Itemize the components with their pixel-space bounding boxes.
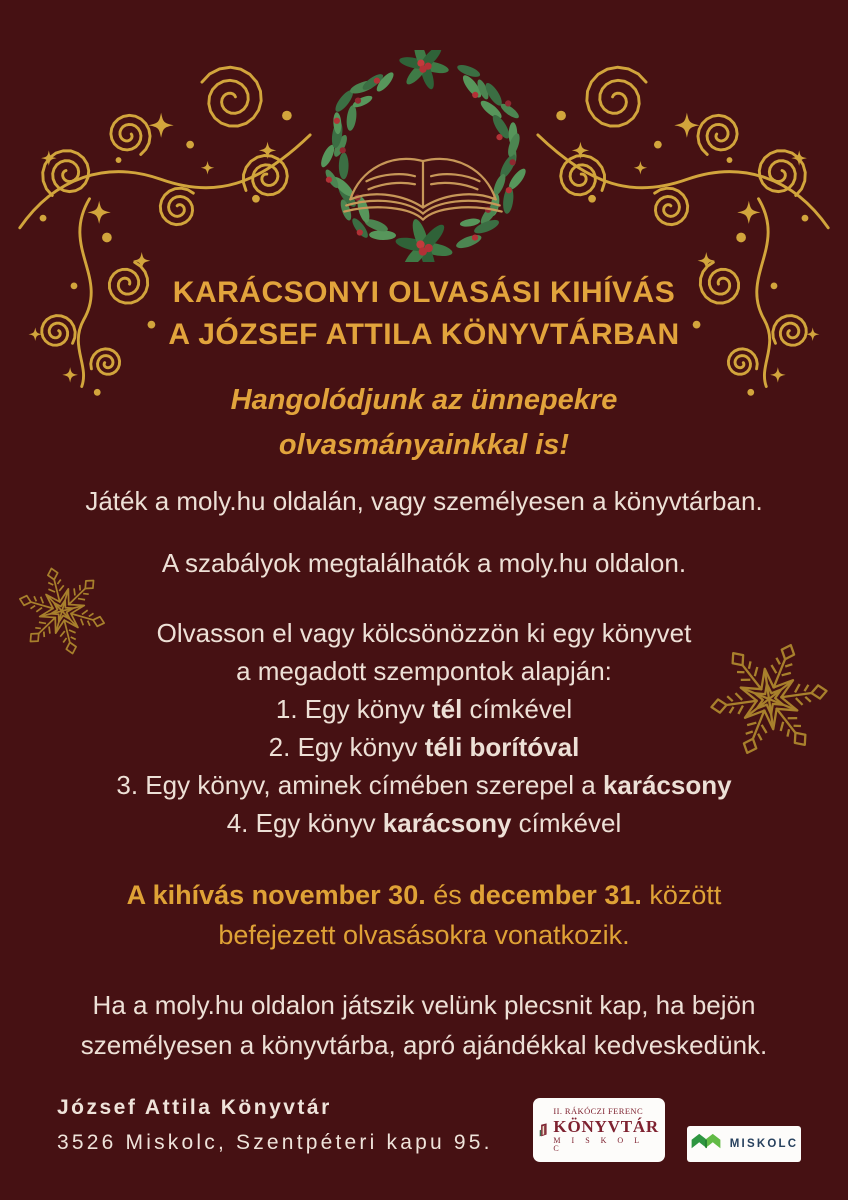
list-item bbox=[0, 766, 848, 804]
list-item bbox=[0, 690, 848, 728]
subtitle-line-1: Hangolódjunk az ünnepekre bbox=[230, 384, 618, 416]
page-title bbox=[0, 272, 848, 356]
deadline-text: és bbox=[425, 880, 470, 910]
subtitle-line-2: olvasmányainkkal is! bbox=[278, 429, 570, 461]
miskolc-city-logo bbox=[687, 1126, 801, 1162]
logo-line-2: KÖNYVTÁR bbox=[553, 1116, 659, 1136]
paragraph-reward-info bbox=[0, 985, 848, 1065]
footer-library-info bbox=[57, 1096, 493, 1155]
library-door-icon bbox=[539, 1104, 549, 1156]
logo-line-3: M I S K O L C bbox=[553, 1135, 644, 1153]
list-item-text: címkével bbox=[511, 808, 622, 838]
subtitle bbox=[0, 378, 848, 468]
logo-line-1: II. RÁKÓCZI FERENC bbox=[553, 1106, 644, 1117]
deadline-line-2: befejezett olvasásokra vonatkozik. bbox=[218, 920, 630, 950]
library-name: József Attila Könyvtár bbox=[57, 1096, 332, 1119]
reward-line-2: személyesen a könyvtárba, apró ajándékkal kedveskedünk. bbox=[80, 1030, 768, 1060]
list-intro-line-2: a megadott szempontok alapján: bbox=[236, 656, 612, 686]
list-item-text: 4. Egy könyv bbox=[226, 808, 383, 838]
list-item-text: 1. Egy könyv bbox=[275, 694, 432, 724]
deadline-text: között bbox=[641, 880, 722, 910]
list-item-keyword: téli borítóval bbox=[424, 732, 580, 762]
wreath-book-icon bbox=[318, 50, 530, 262]
paragraph-game-info: Játék a moly.hu oldalán, vagy személyesen a könyvtárban. bbox=[85, 486, 763, 516]
reading-list bbox=[0, 614, 848, 842]
list-item bbox=[0, 728, 848, 766]
list-item-text: címkével bbox=[462, 694, 573, 724]
list-item-keyword: karácsony bbox=[382, 808, 512, 838]
list-intro-line-1: Olvasson el vagy kölcsönözzön ki egy könyvet bbox=[156, 618, 692, 648]
deadline-note bbox=[0, 875, 848, 955]
deadline-end-date: december 31. bbox=[469, 880, 642, 910]
reward-line-1: Ha a moly.hu oldalon játszik velünk plecsnit kap, ha bejön bbox=[92, 990, 756, 1020]
list-item bbox=[0, 804, 848, 842]
list-item-keyword: tél bbox=[431, 694, 463, 724]
list-item-text: 2. Egy könyv bbox=[268, 732, 425, 762]
list-item-keyword: karácsony bbox=[602, 770, 732, 800]
title-line-2: A JÓZSEF ATTILA KÖNYVTÁRBAN bbox=[168, 318, 680, 351]
paragraph-rules-info: A szabályok megtalálhatók a moly.hu oldalon. bbox=[161, 548, 687, 578]
miskolc-label: MISKOLC bbox=[729, 1138, 799, 1150]
rakoczi-library-logo bbox=[533, 1098, 665, 1162]
miskolc-m-icon bbox=[690, 1133, 722, 1155]
library-address: 3526 Miskolc, Szentpéteri kapu 95. bbox=[57, 1131, 493, 1154]
title-line-1: KARÁCSONYI OLVASÁSI KIHÍVÁS bbox=[172, 276, 676, 309]
deadline-start-date: A kihívás november 30. bbox=[126, 880, 426, 910]
list-item-text: 3. Egy könyv, aminek címében szerepel a bbox=[116, 770, 603, 800]
deadline-line-1 bbox=[0, 875, 848, 915]
